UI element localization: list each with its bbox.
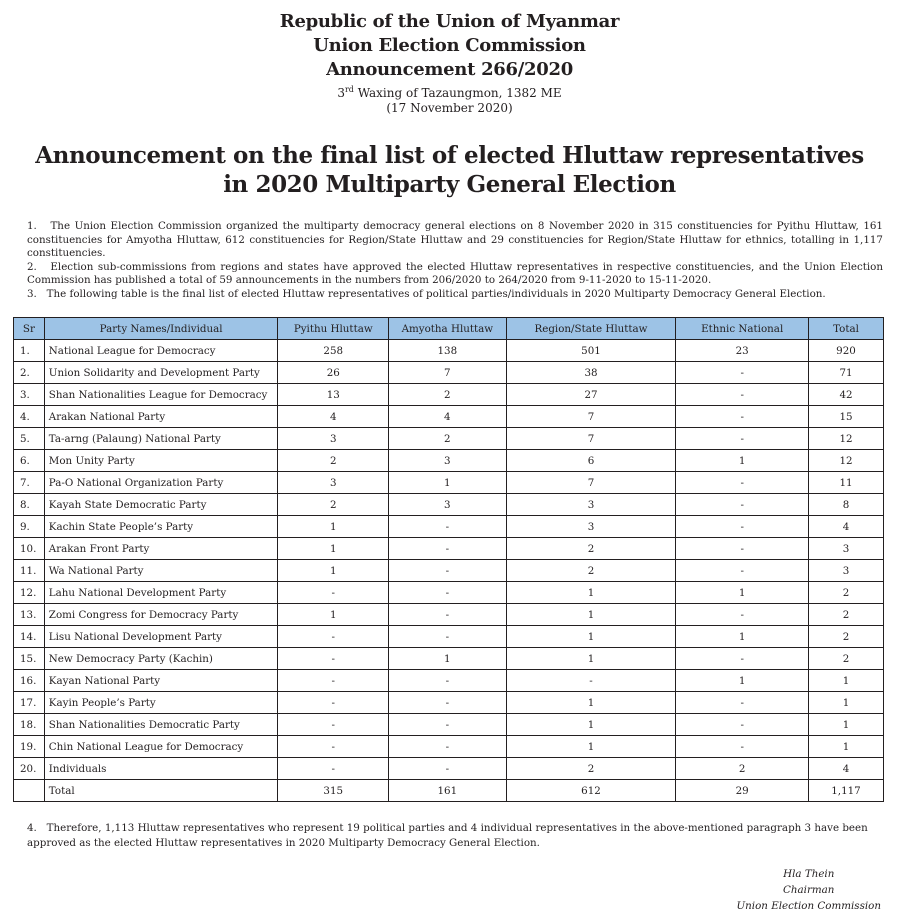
cell-region-state: 6 [506, 450, 676, 472]
cell-ethnic: 1 [676, 582, 809, 604]
cell-party: Shan Nationalities League for Democracy [44, 384, 278, 406]
cell-party: New Democracy Party (Kachin) [44, 648, 278, 670]
cell-total: 12 [808, 428, 883, 450]
cell-ethnic: - [676, 714, 809, 736]
header-sr: Sr [14, 318, 45, 340]
cell-region-state: 1 [506, 692, 676, 714]
cell-party: Kayah State Democratic Party [44, 494, 278, 516]
cell-pyithu: 13 [278, 384, 389, 406]
cell-ethnic: - [676, 384, 809, 406]
paragraph-3: 3. The following table is the final list of elected Hluttaw representatives of political parties/individuals in 2020 Multiparty Democracy General Election. [27, 287, 826, 300]
announcement-number: Announcement 266/2020 [326, 59, 573, 80]
table-row [14, 406, 884, 428]
cell-sr: 1. [14, 340, 45, 362]
header-ethnic: Ethnic National [676, 318, 809, 340]
paragraph-1: 1. The Union Election Commission organized the multiparty democracy general elections on 8 November 2020 in 315 constituencies for Pyithu Hluttaw, 161 constituencies for Amyotha Hluttaw, 612 constituencies for Region/State Hluttaw and 29 constituencies for Region/State Hluttaw for ethnics, totalling in 1,117 constituencies. [27, 220, 883, 260]
country-title: Republic of the Union of Myanmar [279, 11, 620, 32]
cell-ethnic: - [676, 472, 809, 494]
cell-amyotha: - [389, 538, 507, 560]
cell-party: National League for Democracy [44, 340, 278, 362]
cell-party: Individuals [44, 758, 278, 780]
cell-region-state: 38 [506, 362, 676, 384]
cell-region-state: 2 [506, 538, 676, 560]
table-row [14, 604, 884, 626]
cell-sr: 10. [14, 538, 45, 560]
table-row [14, 670, 884, 692]
table-row [14, 516, 884, 538]
signatory-org: Union Election Commission [736, 900, 881, 912]
cell-total: 2 [808, 648, 883, 670]
header-pyithu: Pyithu Hluttaw [278, 318, 389, 340]
table-row [14, 736, 884, 758]
cell-amyotha: - [389, 516, 507, 538]
cell-amyotha: - [389, 582, 507, 604]
table-row [14, 626, 884, 648]
cell-amyotha: 7 [389, 362, 507, 384]
cell-ethnic: - [676, 494, 809, 516]
cell-region-state: 3 [506, 516, 676, 538]
cell-pyithu: - [278, 648, 389, 670]
cell-sr: 16. [14, 670, 45, 692]
cell-pyithu: 3 [278, 428, 389, 450]
paragraph-2: 2. Election sub-commissions from regions and states have approved the elected Hluttaw representatives in respective constituencies, and the Union Election Commission has published a total of 59 announcements in the numbers from 206/2020 to 264/2020 from 9-11-2020 to 15-11-2020. [27, 260, 883, 287]
cell-total: 2 [808, 626, 883, 648]
cell-amyotha: 3 [389, 450, 507, 472]
cell-region-state: 2 [506, 758, 676, 780]
cell-party: Kachin State People’s Party [44, 516, 278, 538]
header-amyotha: Amyotha Hluttaw [389, 318, 507, 340]
cell-amyotha: 161 [389, 780, 507, 802]
intro-paragraphs [27, 220, 883, 302]
cell-region-state: 2 [506, 560, 676, 582]
cell-pyithu: 258 [278, 340, 389, 362]
cell-region-state: 501 [506, 340, 676, 362]
cell-amyotha: 138 [389, 340, 507, 362]
cell-party: Mon Unity Party [44, 450, 278, 472]
gregorian-date: (17 November 2020) [386, 101, 513, 115]
cell-pyithu: - [278, 626, 389, 648]
cell-amyotha: 2 [389, 384, 507, 406]
commission-title: Union Election Commission [313, 35, 586, 56]
cell-region-state: 7 [506, 428, 676, 450]
cell-amyotha: - [389, 626, 507, 648]
cell-pyithu: 26 [278, 362, 389, 384]
cell-party: Pa-O National Organization Party [44, 472, 278, 494]
cell-ethnic: 1 [676, 670, 809, 692]
cell-sr: 9. [14, 516, 45, 538]
document-header [0, 0, 899, 116]
cell-total: 11 [808, 472, 883, 494]
cell-total: 3 [808, 538, 883, 560]
cell-party: Ta-arng (Palaung) National Party [44, 428, 278, 450]
table-row [14, 362, 884, 384]
myanmar-date: 3rd Waxing of Tazaungmon, 1382 ME [337, 85, 562, 100]
cell-sr: 20. [14, 758, 45, 780]
table-body [14, 340, 884, 802]
cell-ethnic: - [676, 362, 809, 384]
cell-total: 1 [808, 714, 883, 736]
cell-total: 12 [808, 450, 883, 472]
header-region-state: Region/State Hluttaw [506, 318, 676, 340]
cell-ethnic: - [676, 692, 809, 714]
cell-sr: 5. [14, 428, 45, 450]
cell-sr [14, 780, 45, 802]
cell-sr: 7. [14, 472, 45, 494]
page-title [0, 141, 899, 199]
table-row [14, 538, 884, 560]
cell-region-state: 3 [506, 494, 676, 516]
cell-pyithu: - [278, 692, 389, 714]
header-party: Party Names/Individual [44, 318, 278, 340]
table-row [14, 340, 884, 362]
table-row [14, 582, 884, 604]
cell-ethnic: 29 [676, 780, 809, 802]
table-row [14, 692, 884, 714]
cell-pyithu: - [278, 758, 389, 780]
cell-sr: 12. [14, 582, 45, 604]
cell-pyithu: - [278, 714, 389, 736]
cell-total: 4 [808, 758, 883, 780]
cell-pyithu: 4 [278, 406, 389, 428]
cell-party: Arakan National Party [44, 406, 278, 428]
cell-party: Shan Nationalities Democratic Party [44, 714, 278, 736]
cell-ethnic: 1 [676, 450, 809, 472]
table-total-row [14, 780, 884, 802]
cell-total: 2 [808, 604, 883, 626]
cell-pyithu: 1 [278, 604, 389, 626]
cell-party: Total [44, 780, 278, 802]
cell-amyotha: 2 [389, 428, 507, 450]
cell-total: 8 [808, 494, 883, 516]
cell-amyotha: 3 [389, 494, 507, 516]
signature-block [736, 866, 881, 914]
table-row [14, 428, 884, 450]
cell-total: 2 [808, 582, 883, 604]
cell-sr: 14. [14, 626, 45, 648]
cell-ethnic: - [676, 648, 809, 670]
cell-pyithu: - [278, 736, 389, 758]
cell-pyithu: 2 [278, 494, 389, 516]
cell-party: Union Solidarity and Development Party [44, 362, 278, 384]
cell-region-state: 27 [506, 384, 676, 406]
cell-ethnic: - [676, 538, 809, 560]
cell-amyotha: - [389, 736, 507, 758]
cell-party: Lahu National Development Party [44, 582, 278, 604]
title-line-2: in 2020 Multiparty General Election [223, 171, 676, 198]
cell-pyithu: - [278, 670, 389, 692]
cell-amyotha: - [389, 604, 507, 626]
cell-sr: 11. [14, 560, 45, 582]
paragraph-4: 4. Therefore, 1,113 Hluttaw representatives who represent 19 political parties and 4 individual representatives in the above-mentioned paragraph 3 have been approved as the elected Hluttaw representatives in 2020 Multiparty Democracy General Election. [27, 822, 868, 849]
cell-pyithu: 1 [278, 516, 389, 538]
cell-party: Lisu National Development Party [44, 626, 278, 648]
cell-amyotha: 1 [389, 648, 507, 670]
table-row [14, 384, 884, 406]
cell-pyithu: - [278, 582, 389, 604]
cell-sr: 19. [14, 736, 45, 758]
cell-sr: 6. [14, 450, 45, 472]
cell-pyithu: 315 [278, 780, 389, 802]
table-row [14, 472, 884, 494]
cell-region-state: 1 [506, 714, 676, 736]
cell-region-state: 7 [506, 406, 676, 428]
table-row [14, 494, 884, 516]
results-table [13, 317, 884, 802]
cell-region-state: 612 [506, 780, 676, 802]
cell-ethnic: - [676, 406, 809, 428]
table-row [14, 714, 884, 736]
cell-ethnic: - [676, 516, 809, 538]
cell-party: Wa National Party [44, 560, 278, 582]
cell-pyithu: 1 [278, 560, 389, 582]
cell-total: 1 [808, 670, 883, 692]
header-total: Total [808, 318, 883, 340]
cell-ethnic: - [676, 560, 809, 582]
cell-party: Kayan National Party [44, 670, 278, 692]
table-row [14, 560, 884, 582]
cell-region-state: 1 [506, 582, 676, 604]
cell-ethnic: 1 [676, 626, 809, 648]
cell-total: 1,117 [808, 780, 883, 802]
cell-total: 920 [808, 340, 883, 362]
cell-amyotha: - [389, 670, 507, 692]
signatory-role: Chairman [783, 884, 835, 896]
cell-amyotha: 1 [389, 472, 507, 494]
cell-ethnic: 23 [676, 340, 809, 362]
cell-party: Arakan Front Party [44, 538, 278, 560]
cell-amyotha: - [389, 714, 507, 736]
cell-ethnic: 2 [676, 758, 809, 780]
cell-total: 71 [808, 362, 883, 384]
table-row [14, 450, 884, 472]
cell-amyotha: 4 [389, 406, 507, 428]
cell-sr: 18. [14, 714, 45, 736]
cell-party: Chin National League for Democracy [44, 736, 278, 758]
cell-region-state: 7 [506, 472, 676, 494]
cell-sr: 3. [14, 384, 45, 406]
cell-pyithu: 2 [278, 450, 389, 472]
cell-pyithu: 3 [278, 472, 389, 494]
cell-total: 1 [808, 736, 883, 758]
cell-amyotha: - [389, 758, 507, 780]
cell-region-state: - [506, 670, 676, 692]
cell-party: Kayin People’s Party [44, 692, 278, 714]
cell-total: 1 [808, 692, 883, 714]
closing-paragraph [27, 821, 883, 851]
title-line-1: Announcement on the final list of elected Hluttaw representatives [35, 142, 864, 169]
cell-sr: 2. [14, 362, 45, 384]
cell-ethnic: - [676, 736, 809, 758]
cell-amyotha: - [389, 560, 507, 582]
cell-total: 3 [808, 560, 883, 582]
cell-amyotha: - [389, 692, 507, 714]
cell-party: Zomi Congress for Democracy Party [44, 604, 278, 626]
cell-region-state: 1 [506, 604, 676, 626]
table-header-row [14, 318, 884, 340]
cell-sr: 15. [14, 648, 45, 670]
cell-region-state: 1 [506, 736, 676, 758]
cell-region-state: 1 [506, 626, 676, 648]
cell-sr: 17. [14, 692, 45, 714]
cell-pyithu: 1 [278, 538, 389, 560]
cell-sr: 13. [14, 604, 45, 626]
signatory-name: Hla Thein [783, 868, 835, 880]
table-row [14, 758, 884, 780]
cell-ethnic: - [676, 428, 809, 450]
cell-sr: 8. [14, 494, 45, 516]
cell-sr: 4. [14, 406, 45, 428]
cell-ethnic: - [676, 604, 809, 626]
cell-total: 4 [808, 516, 883, 538]
table-row [14, 648, 884, 670]
cell-total: 42 [808, 384, 883, 406]
cell-total: 15 [808, 406, 883, 428]
cell-region-state: 1 [506, 648, 676, 670]
